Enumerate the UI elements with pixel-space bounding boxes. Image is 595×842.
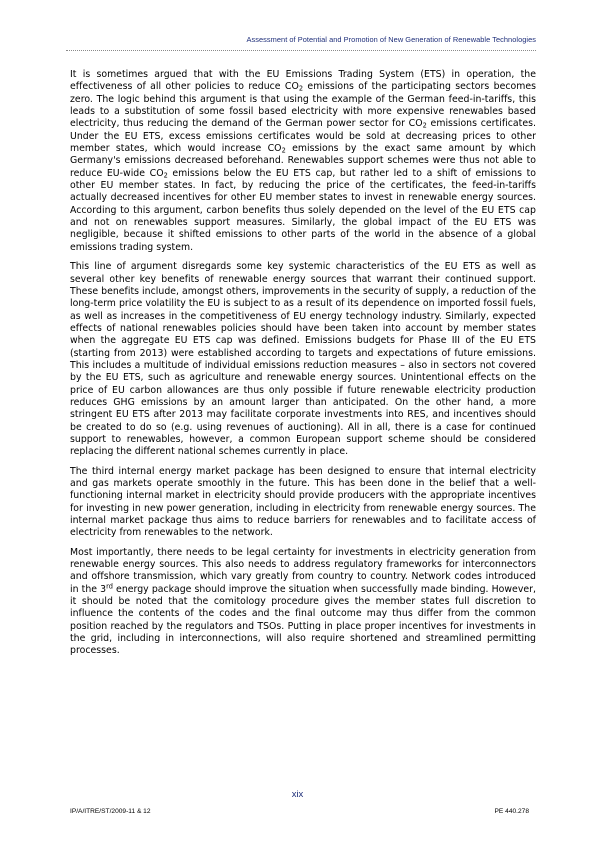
paragraph-legal-certainty: Most importantly, there needs to be legal certainty for investments in electricity generation from renewable energy sources. This also needs to address regulatory frameworks for interconnectors and offshore transmission, which vary greatly from country to country. Network codes introduced in the 3rd energy package should improve the situation when successfully made binding. However, it should be noted that the comitology procedure gives the member states full discretion to influence the contents of the codes and the final outcome may thus differ from the common position reached by the regulators and TSOs. Putting in place proper incentives for investments in the grid, including in interconnections, will also require shortened and streamlined permitting processes. xyxy=(70,546,536,657)
header-divider xyxy=(66,50,536,51)
main-text xyxy=(70,69,536,665)
page-number: xix xyxy=(291,789,304,800)
pe-reference: PE 440.278 xyxy=(494,808,529,815)
paragraph-ets-argument: It is sometimes argued that with the EU Emissions Trading System (ETS) in operation, the effectiveness of all other policies to reduce $CO_2$ emissions of the participating sectors becomes zero. The logic behind this argument is that using the example of the German feed-in-tariffs, this leads to a substitution of some fossil based electricity with more expensive renewables based electricity, thus reducing the demand of the German power sector for $CO_2$ emissions certificates. Under the EU ETS, excess emissions certificates would be sold at decreasing prices to other member states, which would increase $CO_2$ emissions by the exact same amount by which Germany's emissions decreased beforehand. Renewables support schemes were thus not able to reduce EU-wide $CO_2$ emissions below the EU ETS cap, but rather led to a shift of emissions to other EU member states. In fact, by reducing the price of the certificates, the feed-in-tariffs actually decreased incentives for other EU member states to invest in renewable energy sources. According to this argument, carbon benefits thus solely depended on the level of the EU ETS cap and not on renewables support measures. Similarly, the global impact of the EU ETS was negligible, because it shifted emissions to other parts of the world in the absence of a global emissions trading system. xyxy=(70,69,537,253)
paragraph-internal-market: The third internal energy market package has been designed to ensure that internal electricity and gas markets operate smoothly in the future. This has been done in the belief that a well-functioning internal market in electricity should provide producers with the appropriate incentives for investing in new power generation, including in electricity from renewable energy sources. The internal market package thus aims to reduce barriers for renewables and to facilitate access of electricity from renewables to the network. xyxy=(70,465,536,539)
running-header: Assessment of Potential and Promotion of New Generation of Renewable Technologies xyxy=(246,35,536,44)
document-reference: IP/A/ITRE/ST/2009-11 & 12 xyxy=(70,808,151,815)
paragraph-systemic-characteristics: This line of argument disregards some key systemic characteristics of the EU ETS as well as several other key benefits of renewable energy sources that warrant their continued support. These benefits include, amongst others, improvements in the security of supply, a reduction of the long-term price volatility the EU is subject to as a result of its dependence on imported fossil fuels, as well as increases in the competitiveness of EU energy technology industry. Similarly, expected effects of national renewables policies should have been taken into account by member states when the aggregate EU ETS cap was defined. Emissions budgets for Phase III of the EU ETS (starting from 2013) were established according to targets and expectations of future emissions. This includes a multitude of individual emissions reduction measures – also in sectors not covered by the EU ETS, such as agriculture and renewable energy sources. Unintentional effects on the price of EU carbon allowances are thus only possible if future renewable electricity production reduces GHG emissions by an amount larger than anticipated. On the other hand, a more stringent EU ETS after 2013 may facilitate corporate investments into RES, and incentives should be created to do so (e.g. using revenues of auctioning). All in all, there is a case for continued support to renewables, however, a common European support scheme should be considered replacing the different national schemes currently in place. xyxy=(70,261,536,458)
